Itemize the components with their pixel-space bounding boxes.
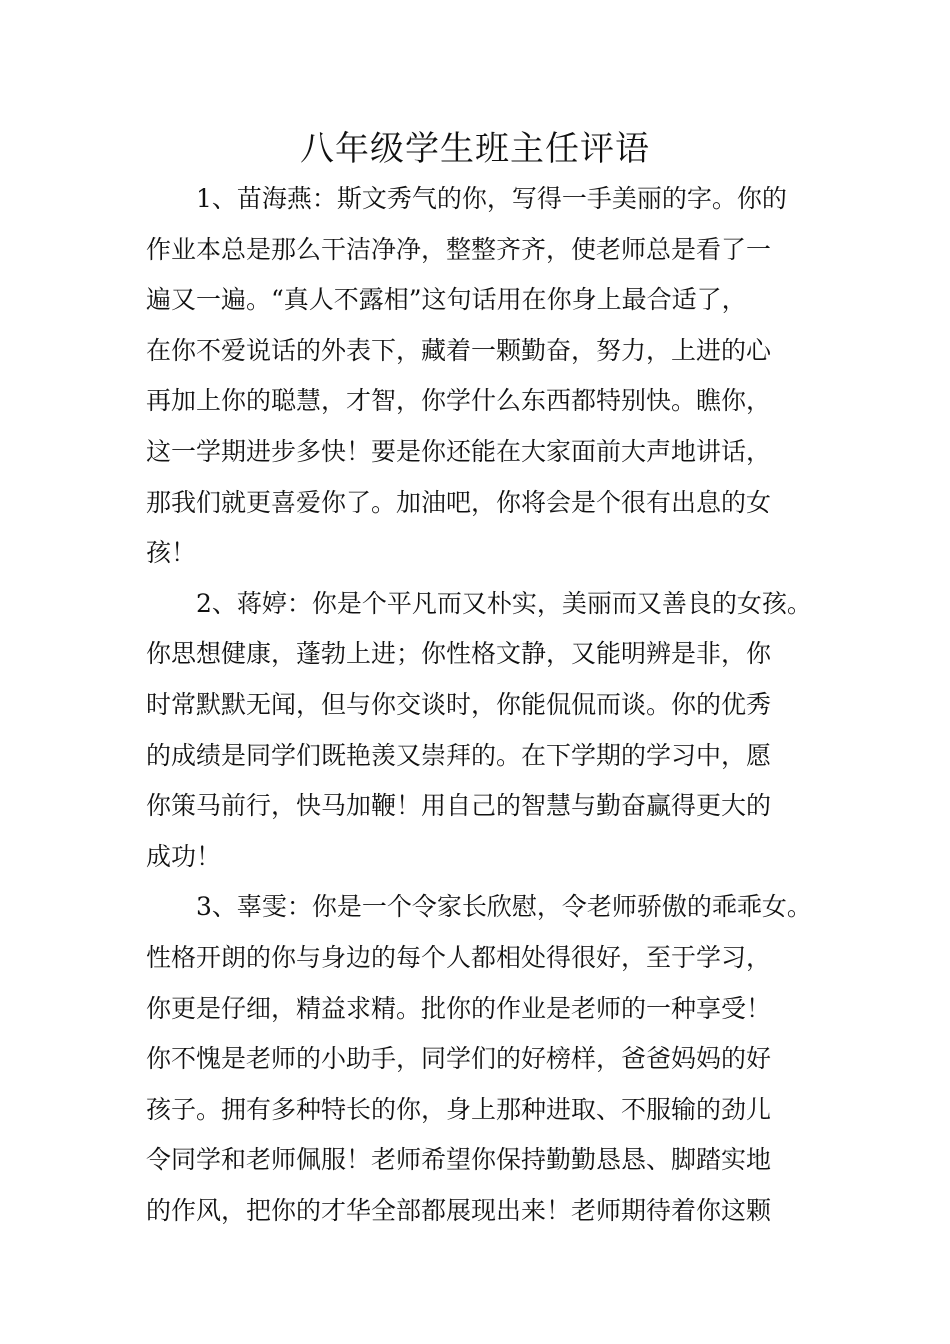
paragraph-3-line-1: 3、辜雯：你是一个令家长欣慰，令老师骄傲的乖乖女。 <box>196 892 812 922</box>
document-title: 八年级学生班主任评语 <box>300 129 650 169</box>
paragraph-2-line-5: 你策马前行，快马加鞭！用自己的智慧与勤奋赢得更大的 <box>146 791 772 821</box>
paragraph-1-line-8: 孩！ <box>146 538 197 568</box>
paragraph-1-line-2: 作业本总是那么干洁净净，整整齐齐，使老师总是看了一 <box>146 234 772 264</box>
paragraph-1-line-4: 在你不爱说话的外表下，藏着一颗勤奋，努力，上进的心 <box>146 335 772 365</box>
paragraph-2-line-4: 的成绩是同学们既艳羡又崇拜的。在下学期的学习中，愿 <box>146 740 772 770</box>
paragraph-1-line-5: 再加上你的聪慧，才智，你学什么东西都特别快。瞧你， <box>146 386 772 416</box>
paragraph-3-line-4: 你不愧是老师的小助手，同学们的好榜样，爸爸妈妈的好 <box>146 1044 772 1074</box>
paragraph-2-line-3: 时常默默无闻，但与你交谈时，你能侃侃而谈。你的优秀 <box>146 689 772 719</box>
paragraph-3-line-3: 你更是仔细，精益求精。批你的作业是老师的一种享受！ <box>146 993 772 1023</box>
paragraph-1-line-6: 这一学期进步多快！要是你还能在大家面前大声地讲话， <box>146 436 772 466</box>
paragraph-2-line-6: 成功！ <box>146 841 222 871</box>
paragraph-2-line-1: 2、蒋婷：你是个平凡而又朴实，美丽而又善良的女孩。 <box>196 588 812 618</box>
paragraph-3-line-7: 的作风，把你的才华全部都展现出来！老师期待着你这颗 <box>146 1195 772 1225</box>
paragraph-1-line-3: 遍又一遍。“真人不露相”这句话用在你身上最合适了， <box>146 285 747 315</box>
paragraph-3-line-6: 令同学和老师佩服！老师希望你保持勤勤恳恳、脚踏实地 <box>146 1145 772 1175</box>
paragraph-2-line-2: 你思想健康，蓬勃上进；你性格文静，又能明辨是非，你 <box>146 639 772 669</box>
document-body <box>146 174 836 1236</box>
paragraph-3-line-5: 孩子。拥有多种特长的你，身上那种进取、不服输的劲儿 <box>146 1094 772 1124</box>
paragraph-1-line-1: 1、苗海燕：斯文秀气的你，写得一手美丽的字。你的 <box>196 184 787 213</box>
paragraph-3-line-2: 性格开朗的你与身边的每个人都相处得很好，至于学习， <box>146 942 772 972</box>
paragraph-1-line-7: 那我们就更喜爱你了。加油吧，你将会是个很有出息的女 <box>146 487 772 517</box>
